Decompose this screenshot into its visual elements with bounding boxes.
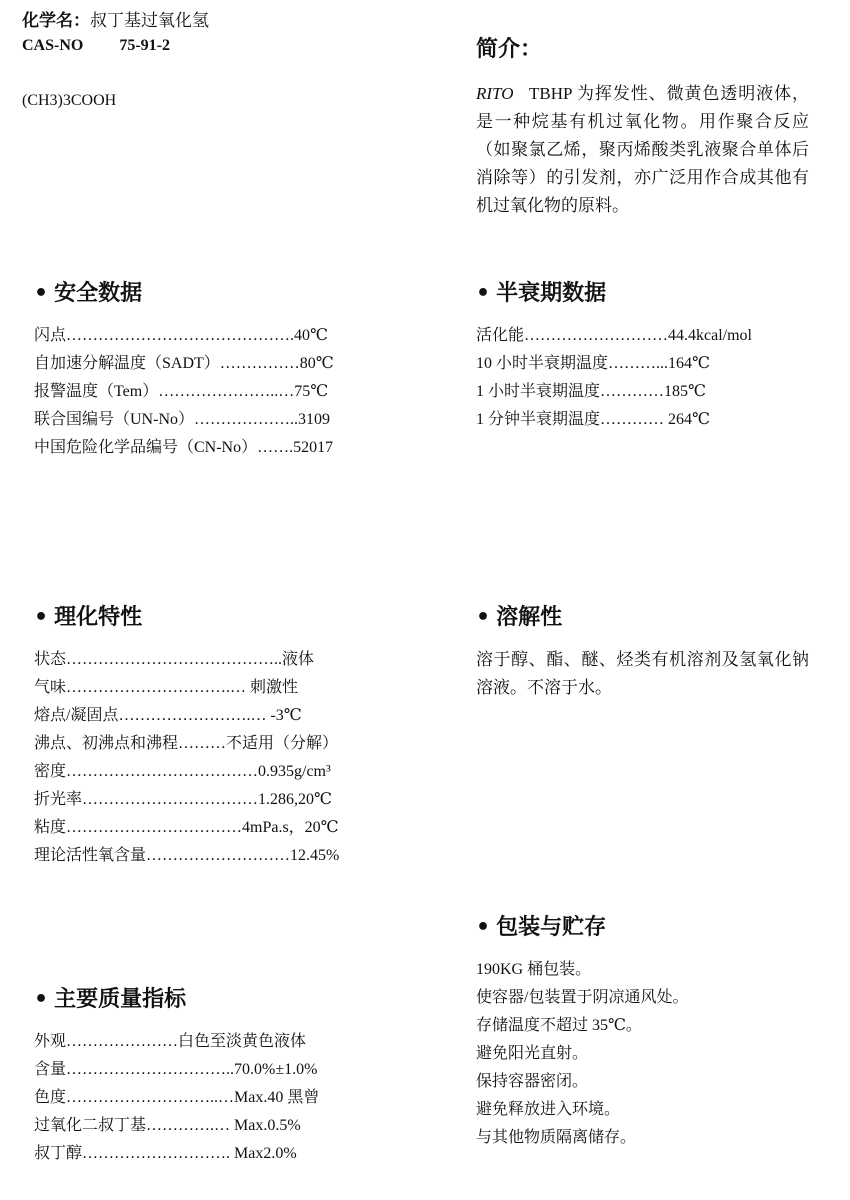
cas-number — [22, 37, 170, 55]
cas-label: CAS-NO — [22, 37, 84, 54]
physchem-line: 状态…………………………………..液体 — [34, 651, 315, 668]
safety-line: 报警温度（Tem）…………………..…75℃ — [34, 383, 329, 400]
quality-line: 过氧化二叔丁基………….… Max.0.5% — [34, 1117, 301, 1134]
packaging-line: 使容器/包装置于阴凉通风处。 — [476, 989, 689, 1006]
physchem-line: 理论活性氧含量………………………12.45% — [34, 847, 340, 864]
physchem-line: 沸点、初沸点和沸程………不适用（分解） — [34, 735, 339, 752]
packaging-list — [476, 956, 688, 1152]
safety-heading: • 安全数据 — [34, 281, 143, 306]
cas-value: 75-91-2 — [119, 37, 170, 54]
packaging-line: 避免阳光直射。 — [476, 1045, 589, 1062]
packaging-heading: • 包装与贮存 — [476, 915, 607, 940]
intro-paragraph — [476, 80, 809, 220]
safety-title: 安全数据 — [54, 281, 143, 306]
chemical-name — [22, 6, 209, 31]
halflife-line: 10 小时半衰期温度………...164℃ — [476, 355, 710, 372]
packaging-line: 存储温度不超过 35℃。 — [476, 1017, 642, 1034]
safety-list — [34, 322, 334, 462]
halflife-line: 1 小时半衰期温度…………185℃ — [476, 383, 706, 400]
physchem-line: 折光率……………………………1.286,20℃ — [34, 791, 332, 808]
packaging-title: 包装与贮存 — [496, 915, 607, 940]
safety-line: 中国危险化学品编号（CN-No）…….52017 — [34, 439, 334, 456]
intro-brand: RITO — [476, 84, 514, 103]
safety-line: 闪点…………………………………….40℃ — [34, 327, 328, 344]
physchem-line: 粘度……………………………4mPa.s，20℃ — [34, 819, 339, 836]
halflife-heading: • 半衰期数据 — [476, 281, 607, 306]
halflife-line: 1 分钟半衰期温度………… 264℃ — [476, 411, 710, 428]
quality-title: 主要质量指标 — [54, 987, 187, 1012]
solubility-heading: • 溶解性 — [476, 605, 563, 630]
physchem-line: 熔点/凝固点…………………….… -3℃ — [34, 707, 302, 724]
intro-title: 简介： — [476, 37, 543, 62]
quality-line: 叔丁醇………………………. Max2.0% — [34, 1145, 297, 1162]
intro-heading — [476, 36, 542, 64]
packaging-line: 避免释放进入环境。 — [476, 1101, 621, 1118]
chemical-name-label: 化学名： — [22, 11, 90, 31]
quality-line: 色度………………………..…Max.40 黑曾 — [34, 1089, 320, 1106]
chemical-formula: (CH3)3COOH — [22, 92, 117, 109]
halflife-title: 半衰期数据 — [496, 281, 607, 306]
quality-line: 外观…………………白色至淡黄色液体 — [34, 1033, 307, 1050]
solubility-text: 溶于醇、酯、醚、烃类有机溶剂及氢氧化钠溶液。不溶于水。 — [476, 650, 809, 697]
quality-list — [34, 1028, 319, 1168]
physchem-title: 理化特性 — [54, 605, 143, 630]
packaging-line: 与其他物质隔离储存。 — [476, 1129, 637, 1146]
quality-heading: • 主要质量指标 — [34, 987, 187, 1012]
halflife-list — [476, 322, 752, 434]
halflife-line: 活化能………………………44.4kcal/mol — [476, 327, 752, 344]
solubility-title: 溶解性 — [496, 605, 563, 630]
intro-text: TBHP 为挥发性、微黄色透明液体，是一种烷基有机过氧化物。用作聚合反应（如聚氯乙烯，聚丙烯酸类乳液聚合单体后消除等）的引发剂，亦广泛用作合成其他有机过氧化物的原料。 — [476, 84, 810, 215]
quality-line: 含量…………………………..70.0%±1.0% — [34, 1061, 318, 1078]
packaging-line: 保持容器密闭。 — [476, 1073, 589, 1090]
physchem-list — [34, 646, 339, 870]
safety-line: 联合国编号（UN-No）………………..3109 — [34, 411, 330, 428]
packaging-line: 190KG 桶包装。 — [476, 961, 592, 978]
physchem-line: 气味………………………….… 刺激性 — [34, 679, 299, 696]
safety-line: 自加速分解温度（SADT）……………80℃ — [34, 355, 334, 372]
physchem-heading: • 理化特性 — [34, 605, 143, 630]
physchem-line: 密度………………………………0.935g/cm³ — [34, 763, 331, 780]
chemical-name-value: 叔丁基过氧化氢 — [90, 11, 209, 31]
